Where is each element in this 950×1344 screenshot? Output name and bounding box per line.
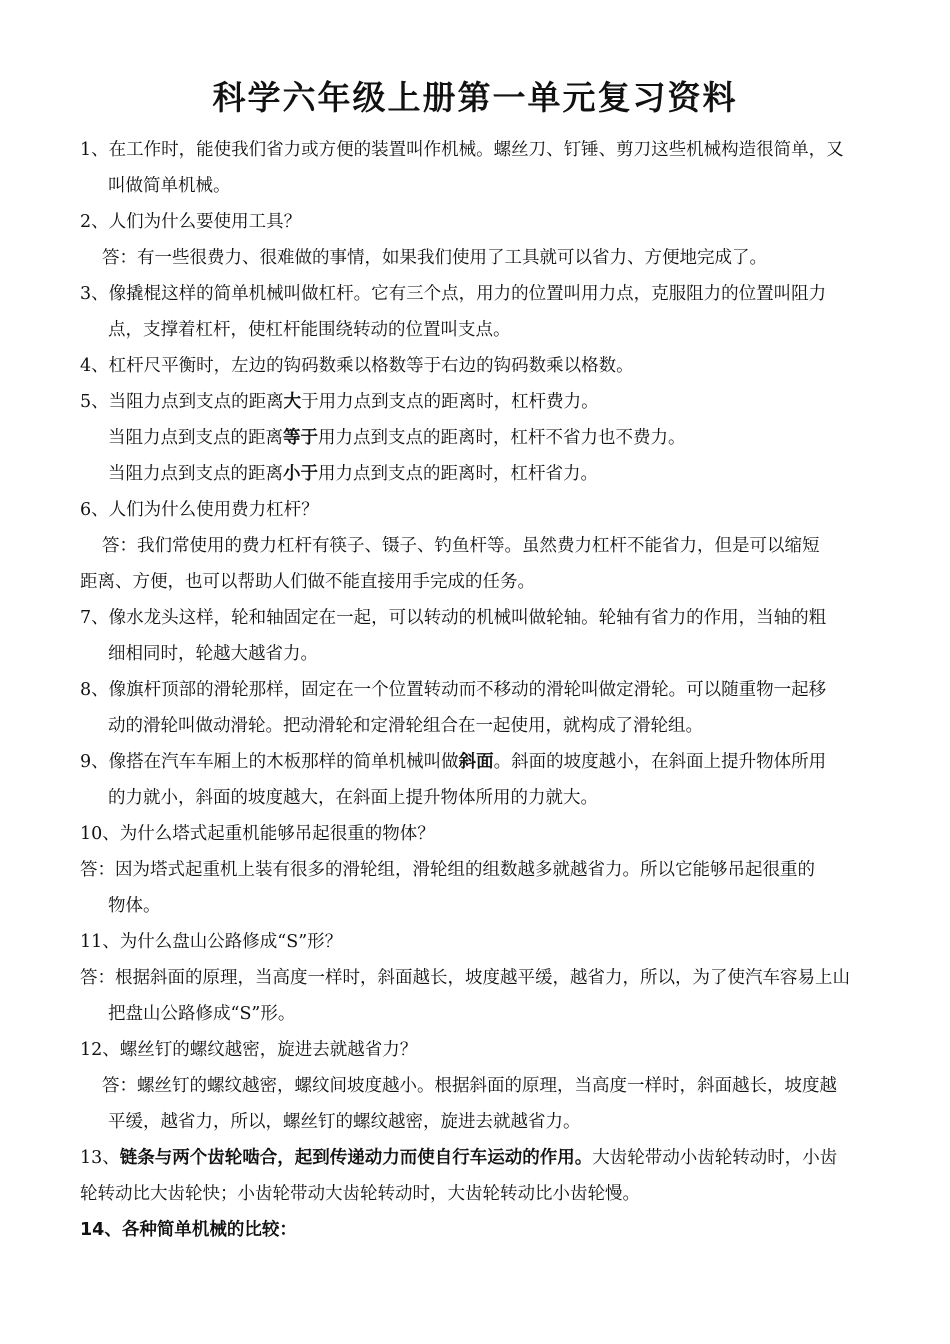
text-line xyxy=(80,1140,872,1176)
question-line: 10、为什么塔式起重机能够吊起很重的物体？ xyxy=(80,824,435,844)
question-line: 11、为什么盘山公路修成“S”形？ xyxy=(80,932,343,952)
text-segment: 于用力点到支点的距离时，杠杆费力。 xyxy=(301,392,599,412)
bold-keyword: 链条与两个齿轮啮合，起到传递动力而使自行车运动的作用。 xyxy=(119,1148,593,1168)
question-line: 2、人们为什么要使用工具？ xyxy=(80,212,302,232)
question-line: 6、人们为什么使用费力杠杆？ xyxy=(80,500,319,520)
page-title: 科学六年级上册第一单元复习资料 xyxy=(212,78,738,117)
text-line: 4、杠杆尺平衡时，左边的钩码数乘以格数等于右边的钩码数乘以格数。 xyxy=(80,356,634,376)
text-segment: 。斜面的坡度越小，在斜面上提升物体所用 xyxy=(493,752,827,772)
text-line: 距离、方便，也可以帮助人们做不能直接用手完成的任务。 xyxy=(80,572,535,592)
question-line: 12、螺丝钉的螺纹越密，旋进去就越省力？ xyxy=(80,1040,418,1060)
text-segment: 当阻力点到支点的距离 xyxy=(108,464,283,484)
text-line xyxy=(80,384,872,420)
text-segment: 5、当阻力点到支点的距离 xyxy=(80,392,284,412)
answer-line: 答：螺丝钉的螺纹越密，螺纹间坡度越小。根据斜面的原理，当高度一样时，斜面越长，坡度越 xyxy=(102,1076,837,1096)
text-line: 动的滑轮叫做动滑轮。把动滑轮和定滑轮组合在一起使用，就构成了滑轮组。 xyxy=(108,716,703,736)
text-line: 8、像旗杆顶部的滑轮那样，固定在一个位置转动而不移动的滑轮叫做定滑轮。可以随重物一起移 xyxy=(80,680,827,700)
text-segment: 当阻力点到支点的距离 xyxy=(108,428,283,448)
answer-line: 答：有一些很费力、很难做的事情，如果我们使用了工具就可以省力、方便地完成了。 xyxy=(102,248,767,268)
text-line: 叫做简单机械。 xyxy=(108,176,231,196)
text-line: 1、在工作时，能使我们省力或方便的装置叫作机械。螺丝刀、钉锤、剪刀这些机械构造很简单，又 xyxy=(80,140,844,160)
answer-line: 答：我们常使用的费力杠杆有筷子、镊子、钓鱼杆等。虽然费力杠杆不能省力，但是可以缩短 xyxy=(102,536,820,556)
text-line xyxy=(80,744,872,780)
text-line: 平缓，越省力，所以，螺丝钉的螺纹越密，旋进去就越省力。 xyxy=(108,1112,581,1132)
text-line: 3、像撬棍这样的简单机械叫做杠杆。它有三个点，用力的位置叫用力点，克服阻力的位置叫阻力 xyxy=(80,284,827,304)
review-content xyxy=(80,132,872,1248)
text-line: 把盘山公路修成“S”形。 xyxy=(108,1004,296,1024)
text-line xyxy=(80,420,872,456)
bold-keyword: 斜面 xyxy=(458,752,494,772)
bold-keyword: 大 xyxy=(283,392,302,412)
answer-line: 答：因为塔式起重机上装有很多的滑轮组，滑轮组的组数越多就越省力。所以它能够吊起很重的 xyxy=(80,860,815,880)
text-line: 7、像水龙头这样，轮和轴固定在一起，可以转动的机械叫做轮轴。轮轴有省力的作用，当轴的粗 xyxy=(80,608,827,628)
text-segment: 9、像搭在汽车车厢上的木板那样的简单机械叫做 xyxy=(80,752,459,772)
text-line xyxy=(80,456,872,492)
text-segment: 用力点到支点的距离时，杠杆不省力也不费力。 xyxy=(318,428,686,448)
bold-keyword: 等于 xyxy=(283,428,318,448)
text-segment: 13、 xyxy=(80,1148,120,1168)
text-line: 轮转动比大齿轮快；小齿轮带动大齿轮转动时，大齿轮转动比小齿轮慢。 xyxy=(80,1184,640,1204)
text-segment: 大齿轮带动小齿轮转动时，小齿 xyxy=(592,1148,838,1168)
section-heading: 14、各种简单机械的比较： xyxy=(80,1220,297,1240)
text-line: 物体。 xyxy=(108,896,161,916)
bold-keyword: 小于 xyxy=(283,464,318,484)
text-line: 点，支撑着杠杆，使杠杆能围绕转动的位置叫支点。 xyxy=(108,320,511,340)
text-segment: 用力点到支点的距离时，杠杆省力。 xyxy=(318,464,598,484)
answer-line: 答：根据斜面的原理，当高度一样时，斜面越长，坡度越平缓，越省力，所以，为了使汽车容易上山 xyxy=(80,968,850,988)
text-line: 细相同时，轮越大越省力。 xyxy=(108,644,318,664)
text-line: 的力就小，斜面的坡度越大，在斜面上提升物体所用的力就大。 xyxy=(108,788,598,808)
